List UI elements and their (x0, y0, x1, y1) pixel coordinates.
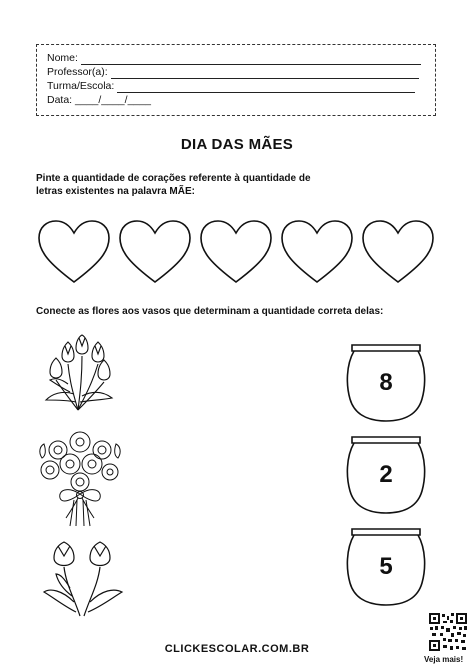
teacher-field[interactable] (47, 66, 419, 79)
heart-icon[interactable] (279, 218, 355, 286)
vase-number: 5 (379, 553, 393, 580)
name-field[interactable] (47, 52, 421, 65)
date-field[interactable] (47, 94, 151, 107)
veja-mais-label: Veja mais! (424, 655, 464, 664)
heart-icon[interactable] (360, 218, 436, 286)
student-info-box (36, 44, 436, 116)
name-line[interactable] (81, 54, 421, 65)
two-tulips-icon[interactable] (40, 540, 126, 620)
activity1-instruction-line1: Pinte a quantidade de corações referente à quantidade de (36, 173, 311, 184)
tulip-bouquet-icon[interactable] (38, 334, 120, 416)
class-school-label: Turma/Escola: (47, 80, 115, 92)
teacher-line[interactable] (111, 68, 419, 79)
vase-number: 2 (379, 461, 393, 488)
activity1-instruction (36, 172, 311, 198)
vase-number: 8 (379, 369, 393, 396)
teacher-label: Professor(a): (47, 66, 108, 78)
footer-site[interactable]: CLICKESCOLAR.COM.BR (164, 643, 310, 655)
vase-5[interactable] (344, 525, 428, 609)
vase-2[interactable] (344, 433, 428, 517)
heart-icon[interactable] (198, 218, 274, 286)
activity2-instruction: Conecte as flores aos vasos que determinam a quantidade correta delas: (36, 306, 384, 317)
date-label: Data: ____/____/____ (47, 94, 151, 106)
qr-code-icon[interactable] (428, 612, 468, 652)
page-title: DIA DAS MÃES (180, 136, 294, 153)
vase-8[interactable] (344, 341, 428, 425)
heart-icon[interactable] (36, 218, 112, 286)
rose-bouquet-icon[interactable] (36, 428, 124, 528)
name-label: Nome: (47, 52, 78, 64)
class-school-line[interactable] (117, 82, 415, 93)
hearts-row (36, 218, 436, 286)
activity1-instruction-line2: letras existentes na palavra MÃE: (36, 186, 195, 197)
class-school-field[interactable] (47, 80, 415, 93)
heart-icon[interactable] (117, 218, 193, 286)
